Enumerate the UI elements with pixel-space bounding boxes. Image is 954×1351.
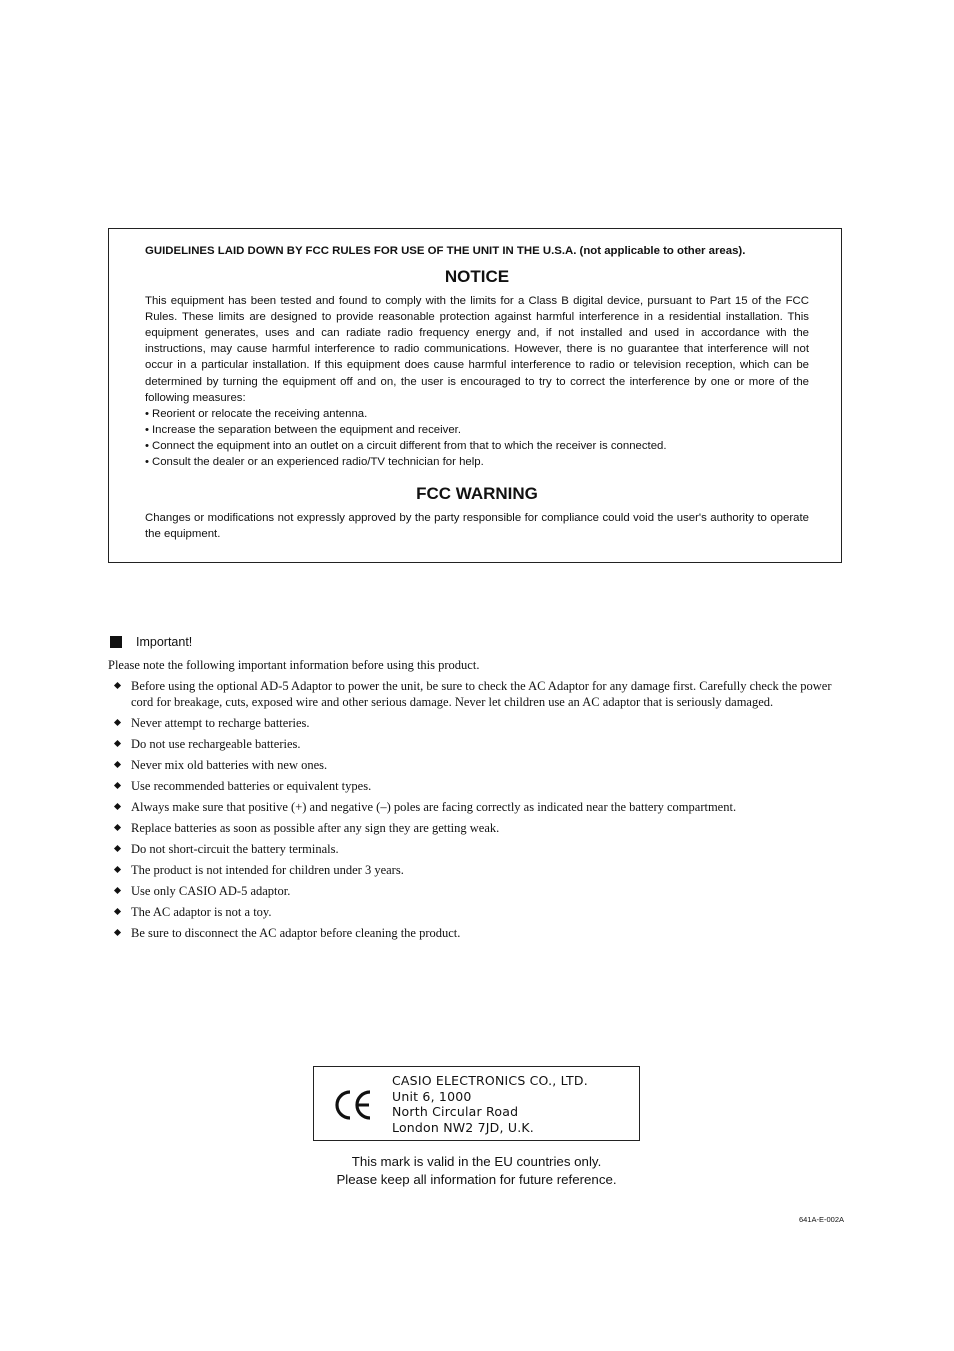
fcc-warning-title: FCC WARNING [416,484,538,504]
document-code: 641A-E-002A [798,1215,844,1224]
ce-note [313,1153,640,1189]
list-item-text: Do not use rechargeable batteries. [131,737,301,751]
list-item [108,799,844,815]
list-item [108,678,844,710]
important-heading [108,635,844,649]
diamond-bullet-icon [114,719,121,726]
important-title: Important! [136,635,193,649]
important-list [108,678,844,941]
fcc-content [145,243,809,542]
list-item [108,883,844,899]
address-line: London NW2 7JD, U.K. [392,1119,534,1135]
list-item-text: Replace batteries as soon as possible after any sign they are getting weak. [131,821,500,835]
fcc-guidelines-heading: GUIDELINES LAID DOWN BY FCC RULES FOR USE OF THE UNIT IN THE U.S.A. (not applicable to other areas). [145,245,746,257]
diamond-bullet-icon [114,682,121,689]
address-line: North Circular Road [392,1104,519,1119]
diamond-bullet-icon [114,740,121,747]
list-item-text: The product is not intended for children under 3 years. [131,863,404,877]
important-intro: Please note the following important information before using this product. [108,658,480,672]
notice-title: NOTICE [444,267,510,287]
list-item-text: Always make sure that positive (+) and negative (–) poles are facing correctly as indicated near the battery compartment. [131,800,737,814]
address-line: Unit 6, 1000 [392,1088,472,1104]
list-item [108,862,844,878]
list-item-text: Be sure to disconnect the AC adaptor before cleaning the product. [131,926,461,940]
manufacturer-address [392,1073,588,1135]
list-item [108,904,844,920]
list-item [108,925,844,941]
measure-item: • Increase the separation between the equipment and receiver. [145,422,809,438]
list-item-text: Never attempt to recharge batteries. [131,716,310,730]
fcc-warning-paragraph: Changes or modifications not expressly approved by the party responsible for compliance could void the user's authority to operate the equipment. [145,512,809,541]
list-item-text: Use recommended batteries or equivalent types. [131,779,372,793]
ce-mark-box [313,1066,640,1141]
list-item [108,820,844,836]
ce-note-line: Please keep all information for future reference. [336,1172,617,1187]
measure-item: • Consult the dealer or an experienced radio/TV technician for help. [145,454,809,470]
list-item [108,778,844,794]
diamond-bullet-icon [114,866,121,873]
ce-mark-icon [332,1087,374,1123]
diamond-bullet-icon [114,761,121,768]
important-section [108,635,844,946]
measure-item: • Reorient or relocate the receiving antenna. [145,406,809,422]
address-line: CASIO ELECTRONICS CO., LTD. [392,1073,588,1088]
list-item [108,736,844,752]
diamond-bullet-icon [114,908,121,915]
diamond-bullet-icon [114,887,121,894]
list-item-text: Before using the optional AD-5 Adaptor to power the unit, be sure to check the AC Adaptor for any damage first. Carefully check the power cord for breakage, cuts, exposed wire and other serious damage. Never let children use an AC adaptor that is seriously damaged. [131,679,832,709]
list-item-text: The AC adaptor is not a toy. [131,905,272,919]
square-bullet-icon [110,636,122,648]
diamond-bullet-icon [114,845,121,852]
measures-list [145,406,809,470]
list-item-text: Use only CASIO AD-5 adaptor. [131,884,291,898]
diamond-bullet-icon [114,803,121,810]
notice-paragraph: This equipment has been tested and found to comply with the limits for a Class B digital device, pursuant to Part 15 of the FCC Rules. These limits are designed to provide reasonable protection against harmful interference in a residential installation. This equipment generates, uses and can radiate radio frequency energy and, if not installed and used in accordance with the instructions, may cause harmful interference to radio communications. However, there is no guarantee that interference will not occur in a particular installation. If this equipment does cause harmful interference to radio or television reception, which can be determined by turning the equipment off and on, the user is encouraged to try to correct the interference by one or more of the following measures: [145,295,809,404]
measure-item: • Connect the equipment into an outlet on a circuit different from that to which the receiver is connected. [145,438,809,454]
fcc-notice-box [108,228,842,563]
diamond-bullet-icon [114,782,121,789]
list-item [108,757,844,773]
list-item-text: Never mix old batteries with new ones. [131,758,328,772]
ce-note-line: This mark is valid in the EU countries only. [351,1154,602,1169]
list-item [108,715,844,731]
list-item [108,841,844,857]
diamond-bullet-icon [114,929,121,936]
list-item-text: Do not short-circuit the battery terminals. [131,842,339,856]
diamond-bullet-icon [114,824,121,831]
